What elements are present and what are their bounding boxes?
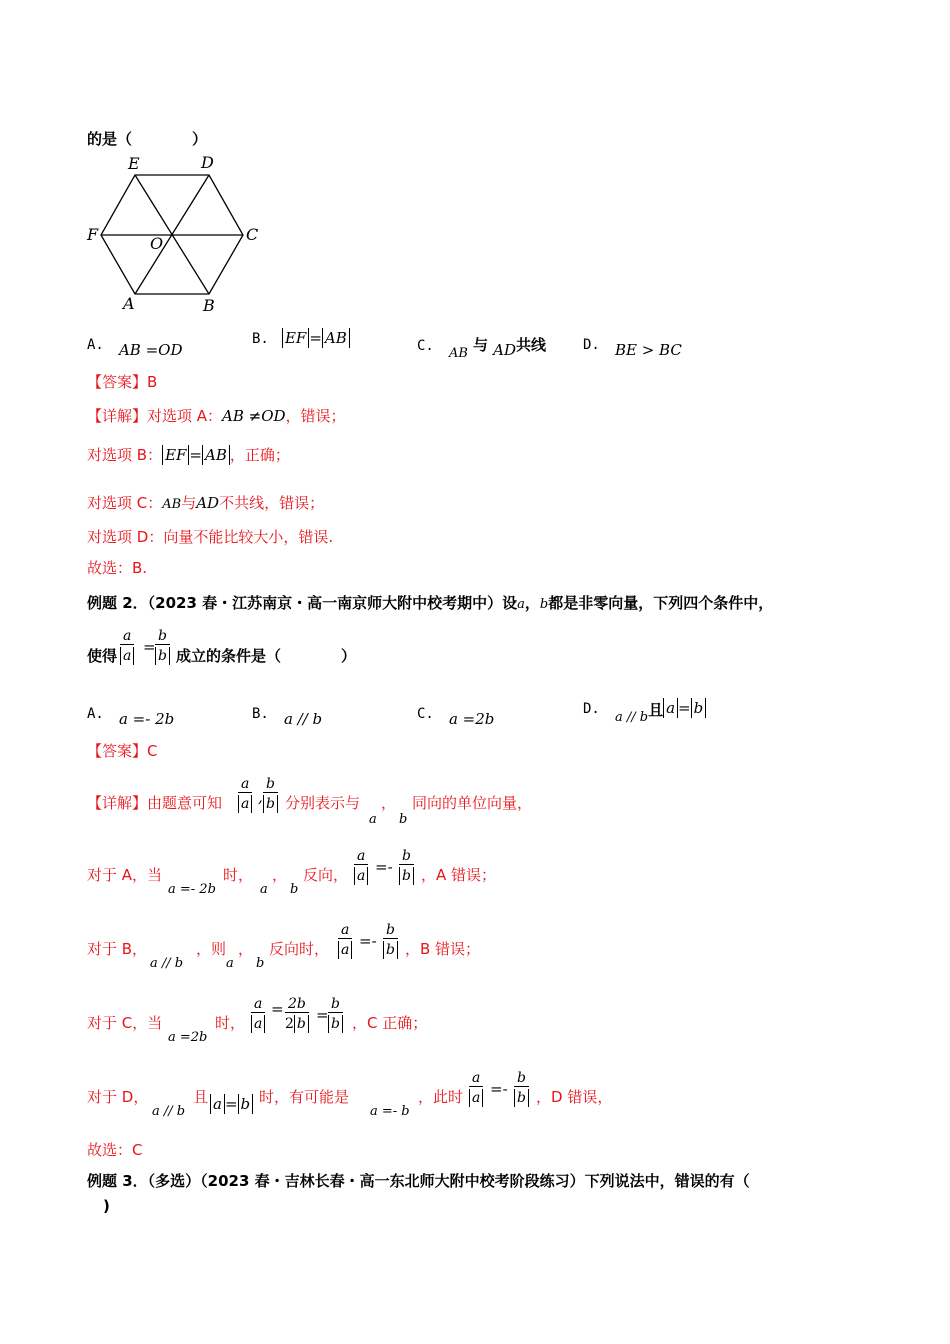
q2-line-d-fraction-a: a a xyxy=(469,1070,483,1107)
q2-detail-tail: 同向的单位向量， xyxy=(412,794,533,812)
q2-stem-fraction-a: a a xyxy=(120,628,134,665)
q2-detail-mid: 分别表示与 xyxy=(285,794,361,812)
hexagon-figure xyxy=(84,150,264,316)
q2-detail-sep: ， xyxy=(381,794,397,812)
q2-line-b-pre: 对于 B， xyxy=(87,940,148,958)
q2-line-d-fraction-b: b b xyxy=(514,1070,529,1107)
q2-detail-fraction-b: b b xyxy=(263,776,278,813)
vertex-label-d: D xyxy=(201,153,214,172)
q2-stem-tail: 成立的条件是（ ） xyxy=(176,647,357,665)
q2-line-d-and: 且 xyxy=(193,1088,209,1106)
q2-stem-line1: 例题 2．（2023 春・江苏南京・高一南京师大附中校考期中）设a，b都是非零向量，下列四个条件中， xyxy=(87,594,774,612)
vertex-label-a: A xyxy=(123,294,135,313)
vertex-label-f: F xyxy=(87,225,99,244)
q2-stem-pre: 使得 xyxy=(87,647,118,665)
q1-option-d: D. BE > BC xyxy=(583,337,682,359)
q2-line-a-cond: a =- 2b xyxy=(168,882,216,897)
q2-line-d-tail: ，D 错误， xyxy=(536,1088,613,1106)
q2-line-d-pre: 对于 D， xyxy=(87,1088,149,1106)
q1-detail-c: 对选项 C：AB与AD不共线，错误； xyxy=(87,494,325,512)
q2-line-c-eq1: = xyxy=(271,1000,284,1018)
q2-line-c-fraction-2b: 2b 2 b xyxy=(285,996,309,1033)
q1-option-a: A. AB =OD xyxy=(87,337,183,359)
q2-line-d-t1: 时，有可能是 xyxy=(259,1088,350,1106)
q2-line-c-cond: a =2b xyxy=(168,1030,208,1045)
q2-line-a-fraction-a: a a xyxy=(354,848,368,885)
q2-detail-comma: , xyxy=(258,788,263,806)
q2-line-b-t2: 反向时， xyxy=(269,940,330,958)
q2-line-c-pre: 对于 C，当 xyxy=(87,1014,163,1032)
q1-detail-d: 对选项 D：向量不能比较大小，错误. xyxy=(87,528,334,546)
q2-line-a-sep: ， xyxy=(272,866,288,884)
q2-detail-var-a: a xyxy=(369,812,377,827)
q2-line-a-t1: 时， xyxy=(223,866,254,884)
q2-line-c-tail: ，C 正确； xyxy=(352,1014,428,1032)
q2-line-d-t2: ，此时 xyxy=(418,1088,464,1106)
q2-line-c-fraction-a: a a xyxy=(251,996,265,1033)
q2-detail-intro: 【详解】由题意可知 xyxy=(87,794,223,812)
vertex-label-e: E xyxy=(128,154,140,173)
q1-detail-b: 对选项 B： EF = AB ，正确； xyxy=(87,446,290,464)
q2-stem-fraction-b: b b xyxy=(155,628,170,665)
q1-conclusion: 故选：B. xyxy=(87,559,148,577)
q2-line-d-cond2: a =- b xyxy=(370,1104,410,1119)
q2-option-a: A. a =- 2b xyxy=(87,706,175,728)
q2-line-b-t1: ，则 xyxy=(196,940,227,958)
vertex-label-b: B xyxy=(203,296,215,315)
q1-answer: 【答案】B xyxy=(87,373,158,391)
q2-line-b-fraction-a: a a xyxy=(338,922,352,959)
q2-line-a-pre: 对于 A，当 xyxy=(87,866,163,884)
q2-line-a-var-a: a xyxy=(260,882,268,897)
q2-line-d-cond: a // b xyxy=(152,1104,186,1119)
q2-option-c: C. a =2b xyxy=(417,706,495,728)
q2-stem-equals: = xyxy=(143,638,156,656)
q2-option-b: B. a // b xyxy=(252,706,323,728)
q2-option-d: D. $_{a // b}$且 a = b xyxy=(583,697,706,718)
q2-line-a-t2: 反向， xyxy=(303,866,349,884)
q2-line-a-eq: =- xyxy=(375,858,393,876)
question-stem-tail: 的是（ ） xyxy=(87,130,208,148)
q2-line-a-var-b: b xyxy=(290,882,299,897)
q2-line-d-abs-eq: a = b xyxy=(210,1094,253,1114)
q2-line-b-tail: ，B 错误； xyxy=(405,940,481,958)
q1-option-c: C. $_{AB}$ 与 AD共线 xyxy=(417,336,546,361)
q2-line-d-eq: =- xyxy=(490,1080,508,1098)
q2-line-b-var-a: a xyxy=(226,956,234,971)
q3-stem: 例题 3．（多选）（2023 春・吉林长春・高一东北师大附中校考阶段练习）下列说法中，错误的有（ xyxy=(87,1172,750,1190)
q1-option-b: B. EF = AB xyxy=(252,328,350,348)
q3-stem-close: ) xyxy=(103,1197,110,1215)
q2-line-a-fraction-b: b b xyxy=(399,848,414,885)
q2-line-c-eq2: = xyxy=(316,1006,329,1024)
q2-line-a-tail: ，A 错误； xyxy=(421,866,497,884)
q2-line-b-var-b: b xyxy=(256,956,265,971)
q2-line-c-t1: 时， xyxy=(215,1014,246,1032)
q2-line-b-sep: ， xyxy=(238,940,254,958)
vertex-label-c: C xyxy=(246,225,259,244)
q2-detail-fraction-a: a a xyxy=(238,776,252,813)
q2-line-b-cond: a // b xyxy=(150,956,184,971)
q2-answer: 【答案】C xyxy=(87,742,158,760)
q2-line-c-fraction-b: b b xyxy=(328,996,343,1033)
vertex-label-o: O xyxy=(150,234,164,253)
q2-conclusion: 故选：C xyxy=(87,1141,143,1159)
q1-detail-a: 【详解】对选项 A：AB ≠OD，错误； xyxy=(87,407,346,425)
q2-detail-var-b: b xyxy=(399,812,408,827)
q2-line-b-fraction-b: b b xyxy=(383,922,398,959)
q2-line-b-eq: =- xyxy=(359,932,377,950)
